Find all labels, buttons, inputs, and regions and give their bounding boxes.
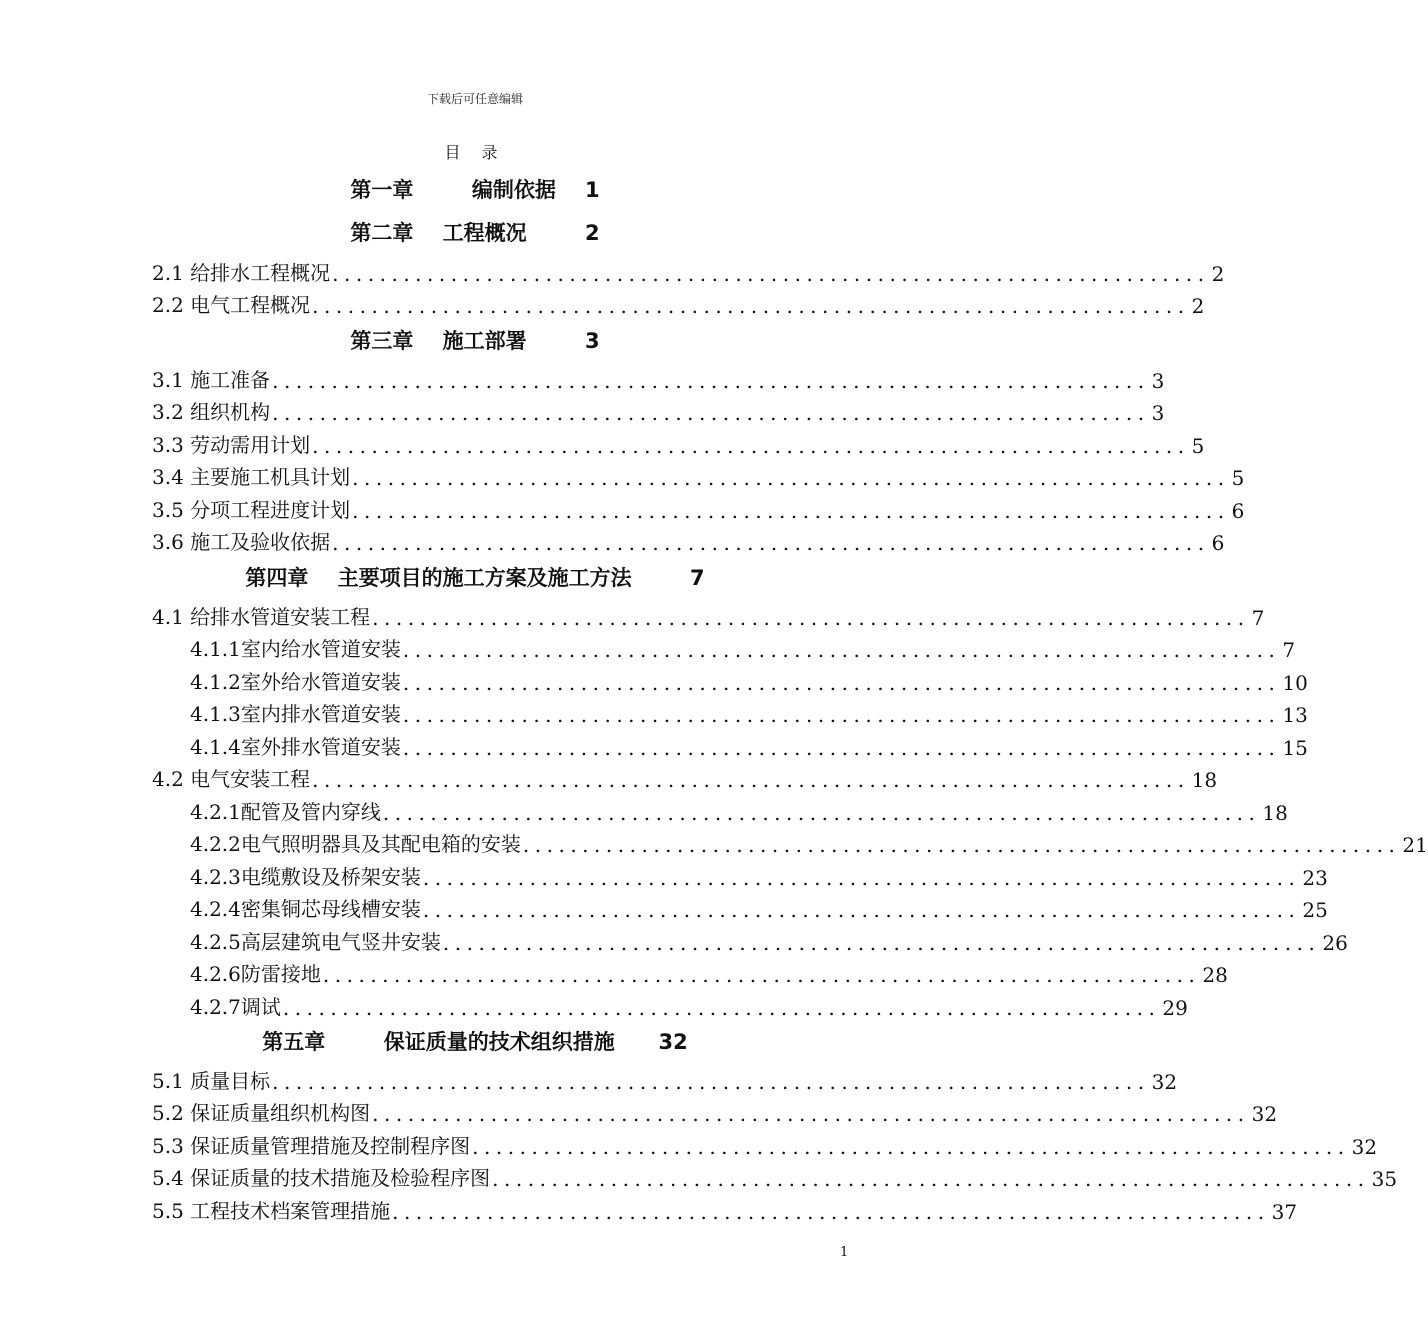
toc-entry-page: 6 [1231,499,1245,523]
toc-leader-dots: .......................................................................... [372,606,1250,630]
toc-title: 目 录 [444,143,506,162]
toc-entry-page: 21 [1402,833,1428,857]
toc-entry-label: 4.2.7调试 [190,995,281,1019]
toc-entry [190,795,1288,825]
toc-entry [190,990,1188,1020]
toc-entry [190,925,1348,955]
toc-entry-page: 18 [1262,801,1288,825]
toc-leader-dots: .......................................................................... [492,1167,1370,1191]
toc-leader-dots: .......................................................................... [312,768,1190,792]
toc-entry [152,1129,1378,1159]
toc-entry [152,525,1225,555]
toc-entry [152,363,1165,393]
toc-leader-dots: .......................................................................... [352,466,1230,490]
toc-entry [152,1194,1298,1224]
toc-entry [152,1096,1278,1126]
toc-leader-dots: .......................................................................... [332,262,1210,286]
toc-leader-dots: .......................................................................... [402,638,1281,662]
toc-entry-label: 4.2.3电缆敷设及桥架安装 [190,865,421,889]
toc-entry-page: 7 [1251,606,1265,630]
toc-entry-page: 5 [1231,466,1245,490]
toc-entry-label: 3.3 劳动需用计划 [152,433,311,457]
toc-entry-label: 4.2.1配管及管内穿线 [190,800,381,824]
toc-leader-dots: .......................................................................... [402,736,1281,760]
toc-entry-label: 3.4 主要施工机具计划 [152,465,351,489]
toc-entry-page: 7 [1282,638,1296,662]
chapter-1-heading: 第一章 编制依据 1 [350,178,600,202]
toc-entry-page: 32 [1351,1135,1378,1159]
toc-leader-dots: .......................................................................... [522,833,1401,857]
toc-entry-label: 2.2 电气工程概况 [152,293,311,317]
toc-entry-label: 4.2.4密集铜芯母线槽安装 [190,897,421,921]
toc-entry-page: 10 [1282,671,1308,695]
toc-entry [152,762,1218,792]
toc-entry-page: 28 [1202,963,1228,987]
toc-leader-dots: .......................................................................... [402,671,1281,695]
toc-entry [190,827,1428,857]
toc-entry-page: 2 [1211,262,1225,286]
toc-entry-page: 29 [1162,996,1188,1020]
chapter-5-heading: 第五章 保证质量的技术组织措施 32 [262,1030,688,1054]
toc-entry [190,632,1296,662]
toc-leader-dots: .......................................................................... [372,1102,1250,1126]
toc-leader-dots: .......................................................................... [422,898,1301,922]
toc-entry-label: 4.1.1室内给水管道安装 [190,637,401,661]
toc-entry-label: 5.2 保证质量组织机构图 [152,1101,371,1125]
toc-entry-page: 3 [1151,369,1165,393]
toc-leader-dots: .......................................................................... [352,499,1230,523]
toc-entry-label: 4.2.6防雷接地 [190,962,321,986]
toc-entry-label: 2.1 给排水工程概况 [152,261,331,285]
toc-entry [190,665,1308,695]
toc-entry-page: 25 [1302,898,1328,922]
toc-leader-dots: .......................................................................... [272,1070,1150,1094]
toc-entry-page: 3 [1151,401,1165,425]
toc-entry-page: 6 [1211,531,1225,555]
toc-leader-dots: .......................................................................... [332,531,1210,555]
toc-entry-page: 32 [1151,1070,1178,1094]
toc-entry-label: 4.1.4室外排水管道安装 [190,735,401,759]
toc-entry-page: 32 [1251,1102,1278,1126]
toc-entry-page: 18 [1191,768,1218,792]
toc-entry [190,957,1228,987]
toc-entry [190,860,1328,890]
toc-leader-dots: .......................................................................... [312,294,1190,318]
toc-leader-dots: .......................................................................... [312,434,1190,458]
page-number: 1 [840,1245,849,1260]
toc-entry-page: 15 [1282,736,1308,760]
toc-entry-label: 4.1 给排水管道安装工程 [152,605,371,629]
toc-entry-label: 4.2 电气安装工程 [152,767,311,791]
toc-entry-label: 3.1 施工准备 [152,368,271,392]
toc-entry [152,1064,1178,1094]
toc-entry [152,1161,1398,1191]
toc-entry [152,460,1245,490]
toc-leader-dots: .......................................................................... [422,866,1301,890]
toc-leader-dots: .......................................................................... [382,801,1261,825]
chapter-2-heading: 第二章 工程概况 2 [350,221,600,245]
toc-leader-dots: .......................................................................... [282,996,1161,1020]
toc-leader-dots: .......................................................................... [322,963,1201,987]
toc-entry [190,697,1308,727]
toc-entry [152,288,1205,318]
toc-entry [190,730,1308,760]
toc-leader-dots: .......................................................................... [402,703,1281,727]
toc-entry-label: 3.5 分项工程进度计划 [152,498,351,522]
toc-entry-label: 4.1.3室内排水管道安装 [190,702,401,726]
toc-leader-dots: .......................................................................... [272,401,1150,425]
chapter-3-heading: 第三章 施工部署 3 [350,329,600,353]
chapter-4-heading: 第四章 主要项目的施工方案及施工方法 7 [245,566,705,590]
toc-entry-page: 13 [1282,703,1308,727]
toc-entry-page: 35 [1371,1167,1398,1191]
header-note: 下载后可任意编辑 [426,92,523,106]
toc-entry [152,493,1245,523]
toc-entry-label: 4.1.2室外给水管道安装 [190,670,401,694]
toc-entry [152,256,1225,286]
toc-entry-label: 4.2.5高层建筑电气竖井安装 [190,930,441,954]
toc-entry-page: 2 [1191,294,1205,318]
toc-entry-label: 5.4 保证质量的技术措施及检验程序图 [152,1166,491,1190]
toc-entry [152,600,1265,630]
toc-entry-page: 26 [1322,931,1348,955]
toc-entry-page: 37 [1271,1200,1298,1224]
toc-leader-dots: .......................................................................... [392,1200,1270,1224]
toc-entry-label: 5.5 工程技术档案管理措施 [152,1199,391,1223]
toc-entry [152,395,1165,425]
toc-entry [152,428,1205,458]
toc-entry-label: 3.2 组织机构 [152,400,271,424]
toc-entry-page: 5 [1191,434,1205,458]
toc-entry-label: 4.2.2电气照明器具及其配电箱的安装 [190,832,521,856]
toc-entry-label: 5.1 质量目标 [152,1069,271,1093]
toc-leader-dots: .......................................................................... [272,369,1150,393]
toc-entry-page: 23 [1302,866,1328,890]
toc-entry-label: 3.6 施工及验收依据 [152,530,331,554]
toc-leader-dots: .......................................................................... [472,1135,1350,1159]
toc-entry-label: 5.3 保证质量管理措施及控制程序图 [152,1134,471,1158]
toc-entry [190,892,1328,922]
toc-leader-dots: .......................................................................... [442,931,1321,955]
